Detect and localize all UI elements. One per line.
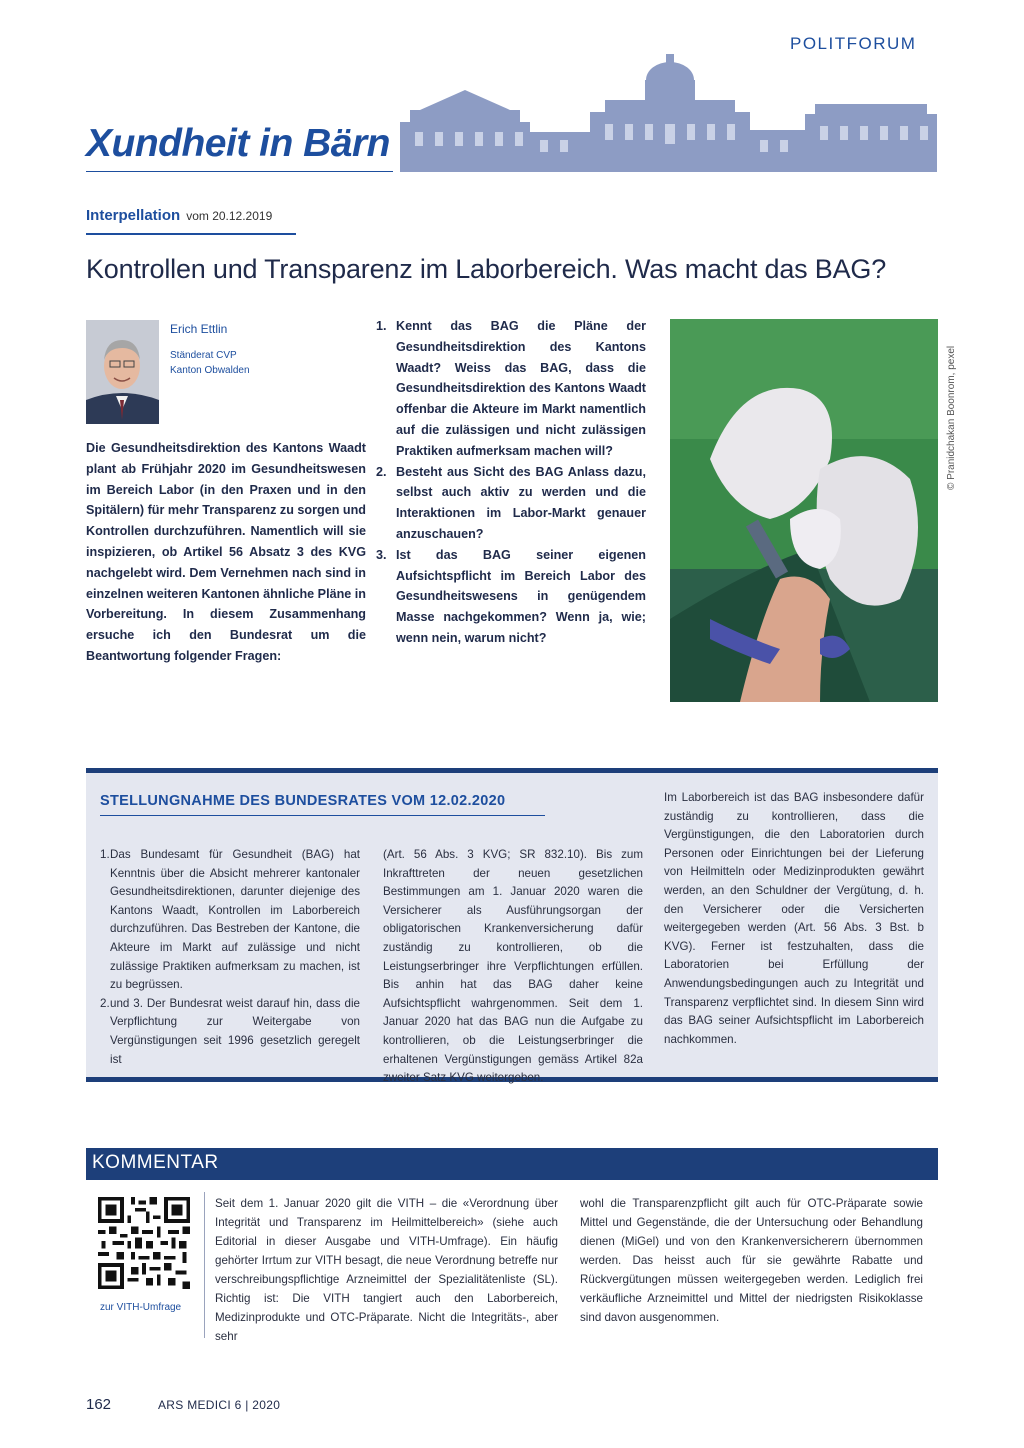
- photo-credit: © Pranidchakan Boonrom, pexel: [946, 345, 957, 490]
- qr-caption: zur VITH-Umfrage: [100, 1302, 182, 1313]
- interpellation-line: [86, 207, 272, 224]
- section-label: POLITFORUM: [790, 34, 917, 53]
- question-number: 1.: [376, 319, 387, 333]
- statement-heading: STELLUNGNAHME DES BUNDESRATES VOM 12.02.2020: [100, 793, 506, 809]
- bundeshaus-skyline-illustration: [400, 52, 937, 172]
- question-item: [376, 462, 646, 545]
- statement-column-3: Im Laborbereich ist das BAG insbesondere dafür zuständig zu kontrollieren, dass die Vergünstigungen, die den Laboratorien durch Personen oder Einrichtungen bei der Lieferung von Heilmitteln oder Medizinprodukten gewährt werden, an den Schuldner der Vergütung, d. h. den Versicherer oder die Versicherten weitergegeben werden (Art. 56 Abs. 3 Bst. b KVG). Ferner ist festzuhalten, dass die Laboratorien bei Erfüllung der Anwendungsbedingungen auch zu Integrität und Transparenz verpflichtet sind. In diesem Sinn wird das BAG seiner Aufsichtspflicht im Laborbereich nachkommen.: [664, 791, 924, 1046]
- question-list: [376, 316, 646, 649]
- statement-item-text: Das Bundesamt für Gesundheit (BAG) hat Kenntnis über die Absicht mehrerer kantonaler Gesundheitsdirektionen, darunter diejenige des Kantons Waadt, Kontrollen im Laborbereich durchzuführen. Das Bestreben der Kantone, die Akteure im Markt auf zulässige und nicht zulässige Praktiken aufmerksam zu machen, ist zu begrüssen.: [110, 848, 360, 992]
- statement-item-number: 2.: [100, 996, 110, 1010]
- question-text: Kennt das BAG die Pläne der Gesundheitsdirektion des Kantons Waadt? Weiss das BAG, dass die Gesundheitsdirektion des Kantons Waadt offenbar die Akteure im Markt namentlich auf die zulässigen und nicht zulässigen Praktiken aufmerksam machen will?: [396, 319, 646, 458]
- question-text: Besteht aus Sicht des BAG Anlass dazu, selbst auch aktiv zu werden und die Interaktionen im Labor-Markt genauer anzuschauen?: [396, 464, 646, 541]
- statement-heading-rule: [100, 815, 545, 816]
- statement-item-number: 1.: [100, 848, 110, 861]
- qr-code-icon[interactable]: [98, 1197, 190, 1289]
- author-name: Erich Ettlin: [170, 322, 228, 336]
- question-number: 3.: [376, 547, 387, 562]
- kommentar-column-1: Seit dem 1. Januar 2020 gilt die VITH – die «Verordnung über Integrität und Transparenz im Heilmittelbereich» (siehe auch Editorial in dieser Ausgabe und VITH-Umfrage). Ein häufig gehörter Irrtum zur VITH besagt, die neue Verordnung betreffe nur verschreibungspflichtige Arzneimittel der Spezialitätenliste (SL). Richtig ist: Die VITH tangiert auch den Laborbereich, Medizinprodukte und OTC-Präparate. Nicht die Integritäts-, aber sehr: [215, 1197, 558, 1343]
- statement-item: [100, 846, 360, 995]
- statement-column-2: (Art. 56 Abs. 3 KVG; SR 832.10). Bis zum Inkrafttreten der neuen gesetzlichen Bestimmungen am 1. Januar 2020 waren die Versicherer als Ausführungsorgan der obligatorischen Krankenversicherung dafür zuständig zu kontrollieren, ob die Leistungserbringer ihre Verpflichtungen erfüllen. Bis anhin hat das BAG daher keine Aufsichtspflicht wahrgenommen. Seit dem 1. Januar 2020 hat das BAG nun die Aufgabe zu kontrollieren, ob die Leistungserbringer die erhaltenen Vergünstigungen gemäss Artikel 82a zweiter Satz KVG weitergeben.: [383, 848, 643, 1085]
- masthead-title: Xundheit in Bärn: [86, 122, 390, 165]
- author-role-line2: Kanton Obwalden: [170, 365, 250, 376]
- statement-item-text: und 3. Der Bundesrat weist darauf hin, dass die Verpflichtung zur Weitergabe von Vergünstigungen seit 1996 gesetzlich geregelt ist: [110, 996, 360, 1066]
- article-headline: Kontrollen und Transparenz im Laborbereich. Was macht das BAG?: [86, 254, 887, 284]
- interpellation-label: Interpellation: [86, 207, 181, 224]
- statement-item: [100, 995, 360, 1069]
- kommentar-divider: [204, 1192, 205, 1338]
- journal-name: ARS MEDICI 6 | 2020: [158, 1398, 281, 1412]
- interpellation-rule: [86, 233, 296, 235]
- article-intro: Die Gesundheitsdirektion des Kantons Waadt plant ab Frühjahr 2020 im Gesundheitswesen im Bereich Labor (in den Praxen und in den Spitälern) für mehr Transparenz zu sorgen und Kontrollen durchzuführen. Namentlich will sie inspizieren, ob Artikel 56 Absatz 3 des KVG nachgelebt wird. Dem Vernehmen nach sind in einzelnen weiteren Kantonen ähnliche Pläne in Vorbereitung. In diesem Zusammenhang ersuche ich den Bundesrat um die Beantwortung folgender Fragen:: [86, 441, 366, 663]
- masthead-rule: [86, 171, 393, 172]
- author-role-line1: Ständerat CVP: [170, 350, 237, 361]
- author-role: [170, 348, 250, 378]
- page-number: 162: [86, 1396, 112, 1413]
- kommentar-title: KOMMENTAR: [92, 1152, 219, 1173]
- interpellation-date: vom 20.12.2019: [186, 209, 273, 223]
- question-number: 2.: [376, 464, 387, 479]
- statement-column-1: [100, 846, 360, 1069]
- question-item: [376, 545, 646, 649]
- author-portrait: [86, 320, 159, 424]
- question-text: Ist das BAG seiner eigenen Aufsichtspflicht im Bereich Labor des Gesundheitswesens in genügendem Masse nachgekommen? Wenn ja, wie; wenn nein, warum nicht?: [396, 547, 646, 645]
- blood-draw-photo: [670, 319, 938, 702]
- kommentar-column-2: wohl die Transparenzpflicht gilt auch für OTC-Präparate sowie Mittel und Gegenstände, die der Untersuchung oder Behandlung dienen (MiGel) und von den Krankenversicherern übernommen werden. Das heisst auch für sie gewährte Rabatte und Rückvergütungen müssen weitergegeben werden. Lediglich frei verkäufliche Arzneimittel und Mittel der niedrigsten Risikoklasse sind davon ausgenommen.: [580, 1197, 923, 1324]
- question-item: [376, 316, 646, 462]
